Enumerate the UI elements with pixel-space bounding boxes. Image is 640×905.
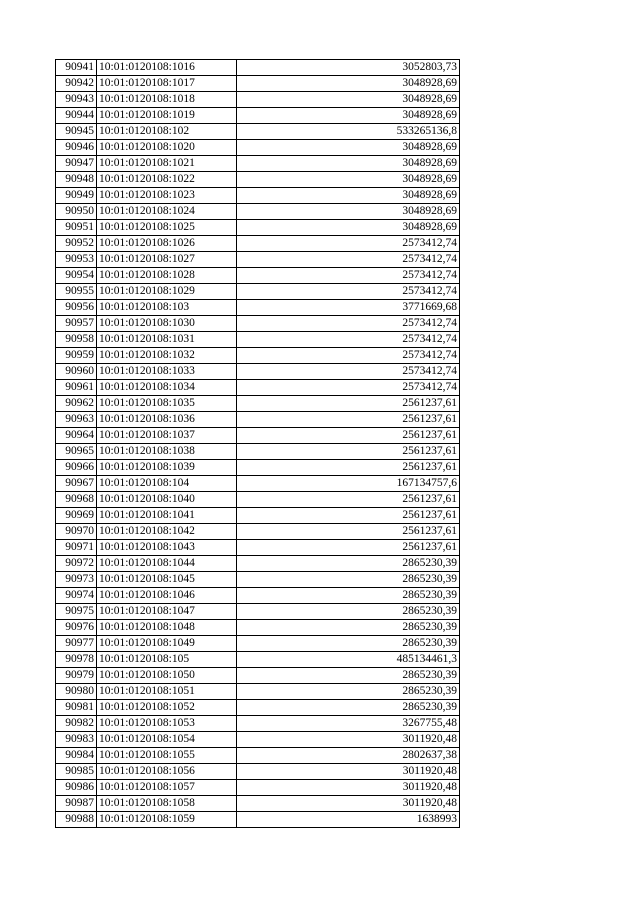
value-cell: 2865230,39 xyxy=(237,604,460,620)
row-id-cell: 90943 xyxy=(56,92,97,108)
value-cell: 167134757,6 xyxy=(237,476,460,492)
row-id-cell: 90960 xyxy=(56,364,97,380)
value-cell: 2802637,38 xyxy=(237,748,460,764)
table-row xyxy=(56,668,460,684)
cadastral-number-cell: 10:01:0120108:1045 xyxy=(97,572,237,588)
row-id-cell: 90975 xyxy=(56,604,97,620)
row-id-cell: 90945 xyxy=(56,124,97,140)
value-cell: 3011920,48 xyxy=(237,796,460,812)
row-id-cell: 90964 xyxy=(56,428,97,444)
row-id-cell: 90941 xyxy=(56,60,97,76)
cadastral-number-cell: 10:01:0120108:1046 xyxy=(97,588,237,604)
cadastral-number-cell: 10:01:0120108:1024 xyxy=(97,204,237,220)
cadastral-number-cell: 10:01:0120108:1029 xyxy=(97,284,237,300)
cadastral-number-cell: 10:01:0120108:1032 xyxy=(97,348,237,364)
table-row xyxy=(56,236,460,252)
table-row xyxy=(56,188,460,204)
value-cell: 2573412,74 xyxy=(237,348,460,364)
value-cell: 2561237,61 xyxy=(237,460,460,476)
row-id-cell: 90971 xyxy=(56,540,97,556)
cadastral-number-cell: 10:01:0120108:1033 xyxy=(97,364,237,380)
row-id-cell: 90973 xyxy=(56,572,97,588)
row-id-cell: 90959 xyxy=(56,348,97,364)
cadastral-number-cell: 10:01:0120108:1042 xyxy=(97,524,237,540)
value-cell: 2561237,61 xyxy=(237,540,460,556)
row-id-cell: 90977 xyxy=(56,636,97,652)
value-cell: 2573412,74 xyxy=(237,380,460,396)
row-id-cell: 90970 xyxy=(56,524,97,540)
cadastral-number-cell: 10:01:0120108:1040 xyxy=(97,492,237,508)
row-id-cell: 90961 xyxy=(56,380,97,396)
value-cell: 3048928,69 xyxy=(237,220,460,236)
row-id-cell: 90967 xyxy=(56,476,97,492)
cadastral-number-cell: 10:01:0120108:1039 xyxy=(97,460,237,476)
value-cell: 3048928,69 xyxy=(237,108,460,124)
cadastral-number-cell: 10:01:0120108:105 xyxy=(97,652,237,668)
row-id-cell: 90957 xyxy=(56,316,97,332)
value-cell: 2865230,39 xyxy=(237,620,460,636)
value-cell: 2573412,74 xyxy=(237,268,460,284)
value-cell: 2561237,61 xyxy=(237,524,460,540)
table-row xyxy=(56,556,460,572)
value-cell: 2573412,74 xyxy=(237,364,460,380)
value-cell: 2573412,74 xyxy=(237,236,460,252)
cadastral-number-cell: 10:01:0120108:1052 xyxy=(97,700,237,716)
table-row xyxy=(56,140,460,156)
cadastral-number-cell: 10:01:0120108:1025 xyxy=(97,220,237,236)
cadastral-number-cell: 10:01:0120108:1022 xyxy=(97,172,237,188)
table-row xyxy=(56,428,460,444)
table-row xyxy=(56,652,460,668)
table-row xyxy=(56,748,460,764)
cadastral-number-cell: 10:01:0120108:1051 xyxy=(97,684,237,700)
cadastral-number-cell: 10:01:0120108:1026 xyxy=(97,236,237,252)
value-cell: 2561237,61 xyxy=(237,444,460,460)
table-row xyxy=(56,780,460,796)
table-row xyxy=(56,332,460,348)
cadastral-number-cell: 10:01:0120108:1027 xyxy=(97,252,237,268)
value-cell: 2573412,74 xyxy=(237,316,460,332)
value-cell: 2561237,61 xyxy=(237,428,460,444)
table-row xyxy=(56,76,460,92)
table-row xyxy=(56,620,460,636)
row-id-cell: 90978 xyxy=(56,652,97,668)
row-id-cell: 90986 xyxy=(56,780,97,796)
cadastral-number-cell: 10:01:0120108:1035 xyxy=(97,396,237,412)
value-cell: 2865230,39 xyxy=(237,572,460,588)
table-row xyxy=(56,732,460,748)
table-row xyxy=(56,316,460,332)
row-id-cell: 90968 xyxy=(56,492,97,508)
value-cell: 485134461,3 xyxy=(237,652,460,668)
cadastral-number-cell: 10:01:0120108:1053 xyxy=(97,716,237,732)
row-id-cell: 90954 xyxy=(56,268,97,284)
table-row xyxy=(56,492,460,508)
cadastral-number-cell: 10:01:0120108:1018 xyxy=(97,92,237,108)
row-id-cell: 90949 xyxy=(56,188,97,204)
table-row xyxy=(56,156,460,172)
table-row xyxy=(56,476,460,492)
value-cell: 2865230,39 xyxy=(237,668,460,684)
value-cell: 2573412,74 xyxy=(237,284,460,300)
cadastral-number-cell: 10:01:0120108:1049 xyxy=(97,636,237,652)
cadastral-number-cell: 10:01:0120108:1021 xyxy=(97,156,237,172)
value-cell: 2865230,39 xyxy=(237,684,460,700)
table-row xyxy=(56,572,460,588)
value-cell: 3048928,69 xyxy=(237,156,460,172)
value-cell: 3048928,69 xyxy=(237,188,460,204)
value-cell: 2561237,61 xyxy=(237,396,460,412)
row-id-cell: 90980 xyxy=(56,684,97,700)
row-id-cell: 90987 xyxy=(56,796,97,812)
row-id-cell: 90966 xyxy=(56,460,97,476)
value-cell: 533265136,8 xyxy=(237,124,460,140)
cadastral-number-cell: 10:01:0120108:1031 xyxy=(97,332,237,348)
cadastral-number-cell: 10:01:0120108:1034 xyxy=(97,380,237,396)
table-row xyxy=(56,220,460,236)
data-table xyxy=(55,59,460,828)
table-body xyxy=(56,60,460,828)
row-id-cell: 90948 xyxy=(56,172,97,188)
cadastral-number-cell: 10:01:0120108:1044 xyxy=(97,556,237,572)
row-id-cell: 90965 xyxy=(56,444,97,460)
row-id-cell: 90976 xyxy=(56,620,97,636)
table-row xyxy=(56,444,460,460)
table-row xyxy=(56,108,460,124)
table-row xyxy=(56,764,460,780)
row-id-cell: 90946 xyxy=(56,140,97,156)
cadastral-number-cell: 10:01:0120108:1028 xyxy=(97,268,237,284)
value-cell: 2865230,39 xyxy=(237,700,460,716)
cadastral-number-cell: 10:01:0120108:1020 xyxy=(97,140,237,156)
row-id-cell: 90944 xyxy=(56,108,97,124)
value-cell: 3011920,48 xyxy=(237,732,460,748)
table-row xyxy=(56,636,460,652)
row-id-cell: 90956 xyxy=(56,300,97,316)
cadastral-number-cell: 10:01:0120108:1037 xyxy=(97,428,237,444)
table-row xyxy=(56,812,460,828)
row-id-cell: 90982 xyxy=(56,716,97,732)
row-id-cell: 90969 xyxy=(56,508,97,524)
table-row xyxy=(56,524,460,540)
value-cell: 2865230,39 xyxy=(237,556,460,572)
table-row xyxy=(56,460,460,476)
cadastral-number-cell: 10:01:0120108:1055 xyxy=(97,748,237,764)
row-id-cell: 90962 xyxy=(56,396,97,412)
value-cell: 3771669,68 xyxy=(237,300,460,316)
cadastral-number-cell: 10:01:0120108:1057 xyxy=(97,780,237,796)
table-row xyxy=(56,684,460,700)
table-row xyxy=(56,92,460,108)
cadastral-number-cell: 10:01:0120108:104 xyxy=(97,476,237,492)
value-cell: 3052803,73 xyxy=(237,60,460,76)
row-id-cell: 90963 xyxy=(56,412,97,428)
value-cell: 2865230,39 xyxy=(237,588,460,604)
cadastral-number-cell: 10:01:0120108:1050 xyxy=(97,668,237,684)
value-cell: 1638993 xyxy=(237,812,460,828)
cadastral-number-cell: 10:01:0120108:1036 xyxy=(97,412,237,428)
table-row xyxy=(56,348,460,364)
value-cell: 2561237,61 xyxy=(237,492,460,508)
cadastral-number-cell: 10:01:0120108:1016 xyxy=(97,60,237,76)
value-cell: 3048928,69 xyxy=(237,92,460,108)
cadastral-number-cell: 10:01:0120108:1054 xyxy=(97,732,237,748)
cadastral-number-cell: 10:01:0120108:102 xyxy=(97,124,237,140)
row-id-cell: 90981 xyxy=(56,700,97,716)
table-row xyxy=(56,796,460,812)
table-row xyxy=(56,172,460,188)
row-id-cell: 90952 xyxy=(56,236,97,252)
document-page xyxy=(55,59,460,828)
row-id-cell: 90958 xyxy=(56,332,97,348)
value-cell: 3048928,69 xyxy=(237,204,460,220)
cadastral-number-cell: 10:01:0120108:1059 xyxy=(97,812,237,828)
cadastral-number-cell: 10:01:0120108:1041 xyxy=(97,508,237,524)
table-row xyxy=(56,380,460,396)
cadastral-number-cell: 10:01:0120108:1043 xyxy=(97,540,237,556)
cadastral-number-cell: 10:01:0120108:1056 xyxy=(97,764,237,780)
value-cell: 2573412,74 xyxy=(237,252,460,268)
row-id-cell: 90985 xyxy=(56,764,97,780)
table-row xyxy=(56,540,460,556)
cadastral-number-cell: 10:01:0120108:1048 xyxy=(97,620,237,636)
table-row xyxy=(56,60,460,76)
row-id-cell: 90951 xyxy=(56,220,97,236)
cadastral-number-cell: 10:01:0120108:1058 xyxy=(97,796,237,812)
row-id-cell: 90979 xyxy=(56,668,97,684)
row-id-cell: 90942 xyxy=(56,76,97,92)
row-id-cell: 90953 xyxy=(56,252,97,268)
table-row xyxy=(56,604,460,620)
value-cell: 3048928,69 xyxy=(237,76,460,92)
table-row xyxy=(56,412,460,428)
row-id-cell: 90947 xyxy=(56,156,97,172)
table-row xyxy=(56,716,460,732)
value-cell: 3011920,48 xyxy=(237,780,460,796)
value-cell: 2865230,39 xyxy=(237,636,460,652)
value-cell: 3048928,69 xyxy=(237,172,460,188)
value-cell: 2573412,74 xyxy=(237,332,460,348)
cadastral-number-cell: 10:01:0120108:103 xyxy=(97,300,237,316)
cadastral-number-cell: 10:01:0120108:1047 xyxy=(97,604,237,620)
row-id-cell: 90984 xyxy=(56,748,97,764)
table-row xyxy=(56,284,460,300)
cadastral-number-cell: 10:01:0120108:1030 xyxy=(97,316,237,332)
cadastral-number-cell: 10:01:0120108:1017 xyxy=(97,76,237,92)
table-row xyxy=(56,252,460,268)
row-id-cell: 90950 xyxy=(56,204,97,220)
cadastral-number-cell: 10:01:0120108:1038 xyxy=(97,444,237,460)
row-id-cell: 90972 xyxy=(56,556,97,572)
table-row xyxy=(56,124,460,140)
table-row xyxy=(56,700,460,716)
table-row xyxy=(56,364,460,380)
cadastral-number-cell: 10:01:0120108:1019 xyxy=(97,108,237,124)
value-cell: 3048928,69 xyxy=(237,140,460,156)
value-cell: 2561237,61 xyxy=(237,508,460,524)
cadastral-number-cell: 10:01:0120108:1023 xyxy=(97,188,237,204)
table-row xyxy=(56,204,460,220)
row-id-cell: 90974 xyxy=(56,588,97,604)
row-id-cell: 90983 xyxy=(56,732,97,748)
value-cell: 3267755,48 xyxy=(237,716,460,732)
value-cell: 2561237,61 xyxy=(237,412,460,428)
table-row xyxy=(56,396,460,412)
table-row xyxy=(56,588,460,604)
row-id-cell: 90955 xyxy=(56,284,97,300)
table-row xyxy=(56,300,460,316)
value-cell: 3011920,48 xyxy=(237,764,460,780)
row-id-cell: 90988 xyxy=(56,812,97,828)
table-row xyxy=(56,268,460,284)
table-row xyxy=(56,508,460,524)
